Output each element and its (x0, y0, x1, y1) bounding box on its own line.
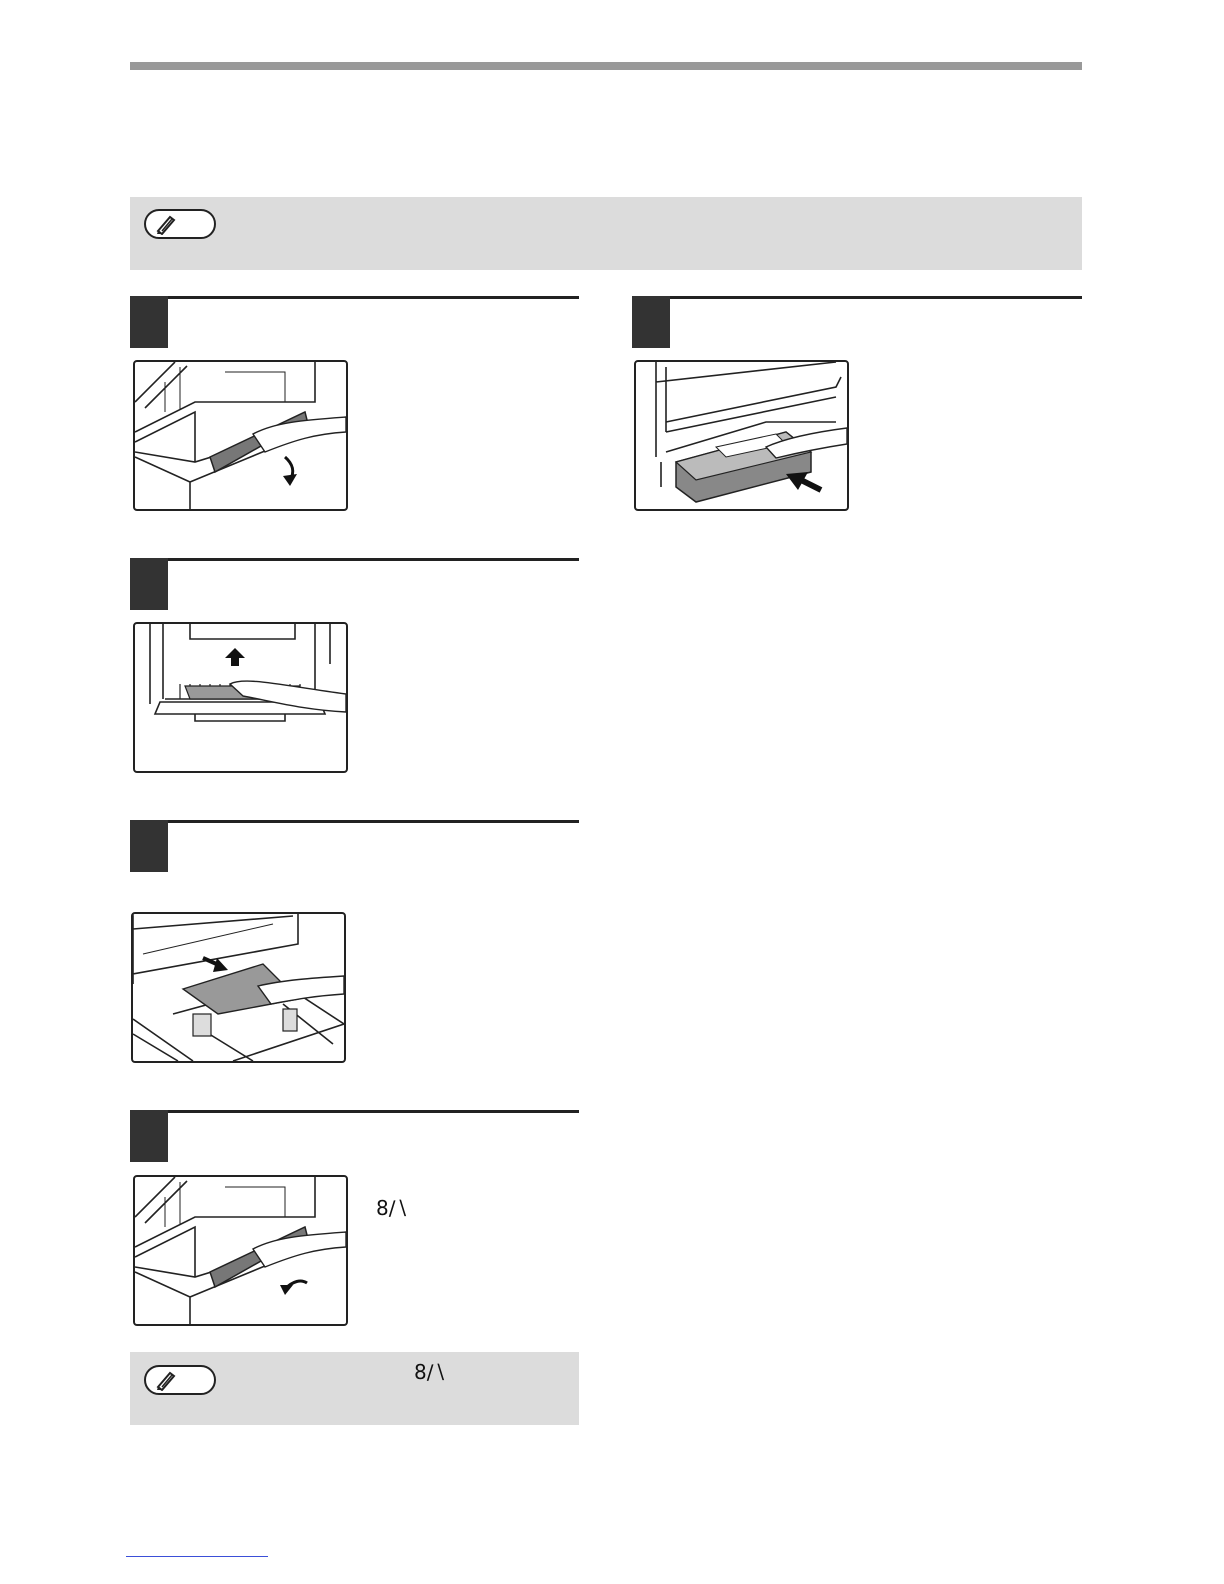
illustration-close-side-cover (133, 1175, 348, 1326)
step-rule-2 (130, 558, 579, 561)
footer-link-underline[interactable] (126, 1556, 268, 1557)
step-marker-5 (632, 296, 670, 348)
pencil-icon (154, 1369, 180, 1391)
note-box-top (130, 197, 1082, 270)
header-rule (130, 62, 1082, 70)
illustration-push-tray-in (634, 360, 849, 511)
illustration-open-side-cover (133, 360, 348, 511)
step-rule-1 (130, 296, 579, 299)
step-marker-3 (130, 820, 168, 872)
step-marker-2 (130, 558, 168, 610)
step-marker-1 (130, 296, 168, 348)
step-rule-4 (130, 1110, 579, 1113)
symbol-indicator: 8∕∖ (376, 1196, 409, 1220)
note-symbol: 8∕∖ (414, 1360, 447, 1384)
note-box-bottom (130, 1352, 579, 1425)
step-rule-5 (632, 296, 1082, 299)
step-marker-4 (130, 1110, 168, 1162)
step-rule-3 (130, 820, 579, 823)
illustration-remove-paper-from-tray (131, 912, 346, 1063)
pencil-icon (154, 213, 180, 235)
note-badge (144, 1365, 216, 1395)
illustration-remove-jammed-paper (133, 622, 348, 773)
note-badge (144, 209, 216, 239)
